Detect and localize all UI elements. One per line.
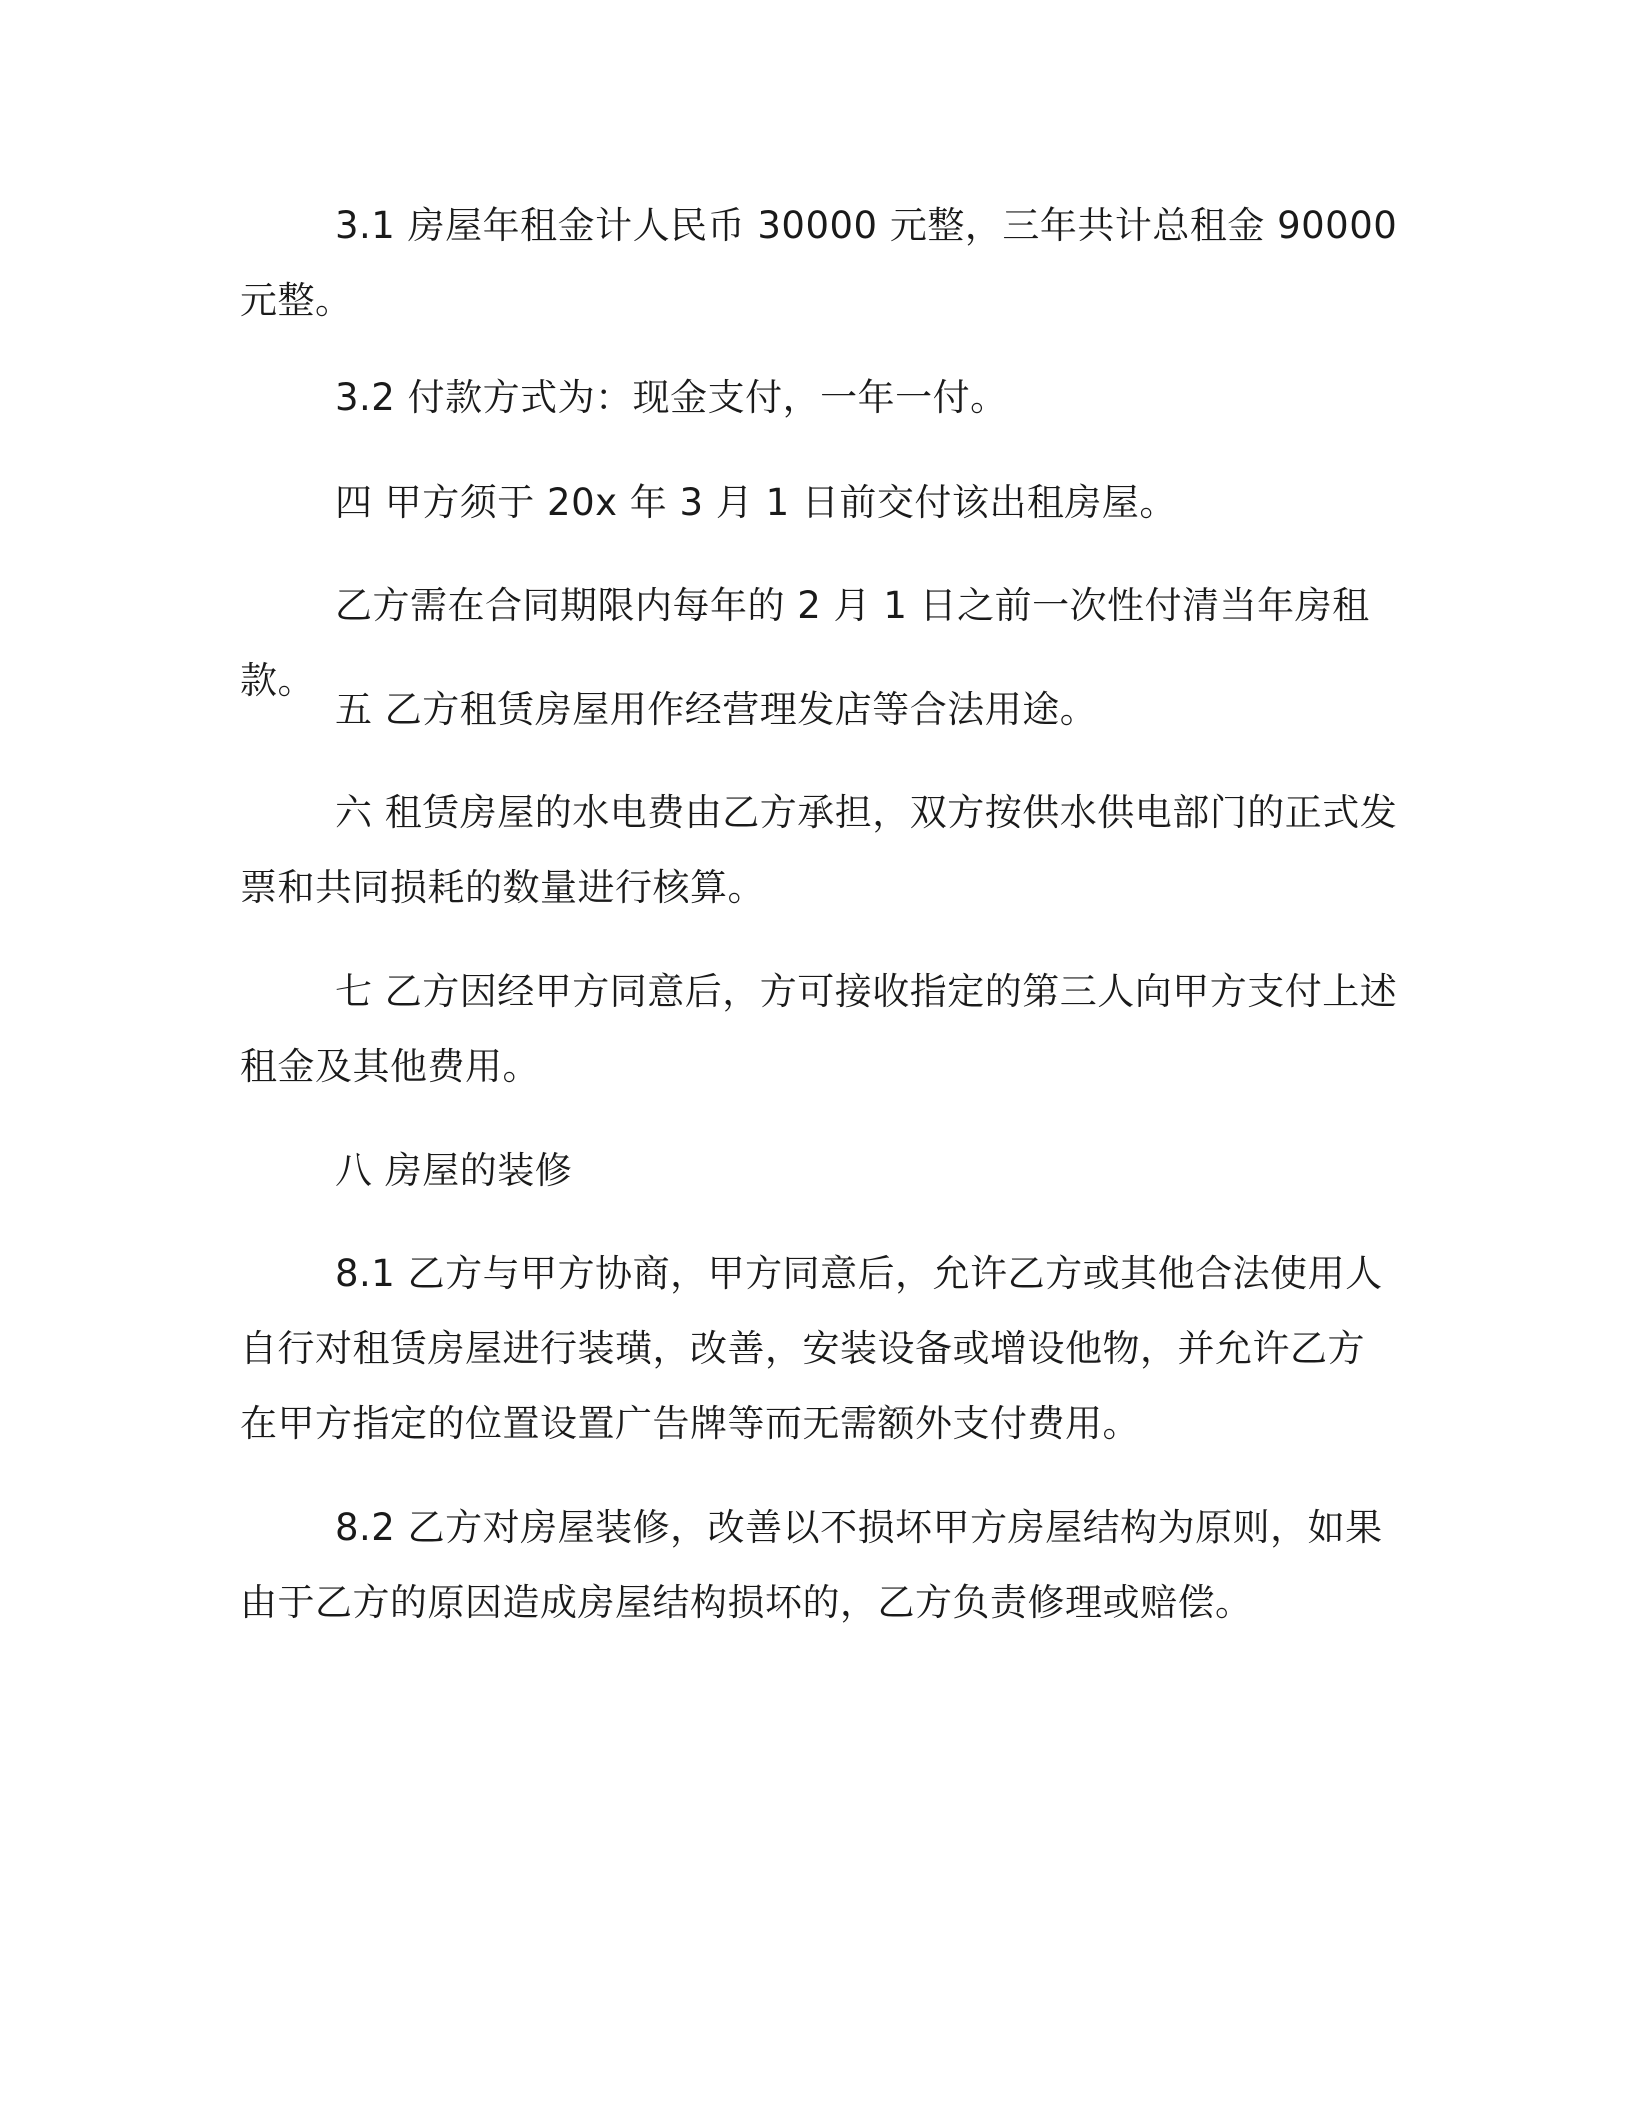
- paragraph-5: [240, 672, 1410, 747]
- text-line: 乙方需在合同期限内每年的 2 月 1 日之前一次性付清当年房租款。: [240, 584, 1370, 702]
- text-line: 由于乙方的原因造成房屋结构损坏的，乙方负责修理或赔偿。: [240, 1581, 1253, 1624]
- paragraph-6: [240, 775, 1410, 925]
- text-line: 七 乙方因经甲方同意后，方可接收指定的第三人向甲方支付上述: [335, 970, 1398, 1013]
- paragraph-8-heading: [240, 1133, 1410, 1208]
- text-line: 五 乙方租赁房屋用作经营理发店等合法用途。: [335, 688, 1098, 731]
- text-line: 六 租赁房屋的水电费由乙方承担，双方按供水供电部门的正式发: [335, 791, 1398, 834]
- text-line: 3.2 付款方式为：现金支付，一年一付。: [335, 376, 1008, 419]
- text-line: 四 甲方须于 20x 年 3 月 1 日前交付该出租房屋。: [335, 481, 1177, 524]
- paragraph-8-2: [240, 1490, 1410, 1640]
- paragraph-8-1: [240, 1236, 1410, 1461]
- paragraph-3-1: [240, 188, 1410, 338]
- paragraph-4: [240, 465, 1410, 540]
- paragraph-3-2: [240, 360, 1410, 435]
- text-line: 自行对租赁房屋进行装璜，改善，安装设备或增设他物，并允许乙方: [240, 1327, 1365, 1370]
- text-line: 租金及其他费用。: [240, 1045, 540, 1088]
- text-line: 八 房屋的装修: [335, 1149, 573, 1192]
- text-line: 3.1 房屋年租金计人民币 30000 元整，三年共计总租金 90000: [335, 204, 1398, 247]
- text-line: 在甲方指定的位置设置广告牌等而无需额外支付费用。: [240, 1402, 1140, 1445]
- text-line: 8.2 乙方对房屋装修，改善以不损坏甲方房屋结构为原则，如果: [335, 1506, 1383, 1549]
- text-line: 元整。: [240, 279, 353, 322]
- text-line: 票和共同损耗的数量进行核算。: [240, 866, 765, 909]
- paragraph-7: [240, 954, 1410, 1104]
- text-line: 8.1 乙方与甲方协商，甲方同意后，允许乙方或其他合法使用人: [335, 1252, 1383, 1295]
